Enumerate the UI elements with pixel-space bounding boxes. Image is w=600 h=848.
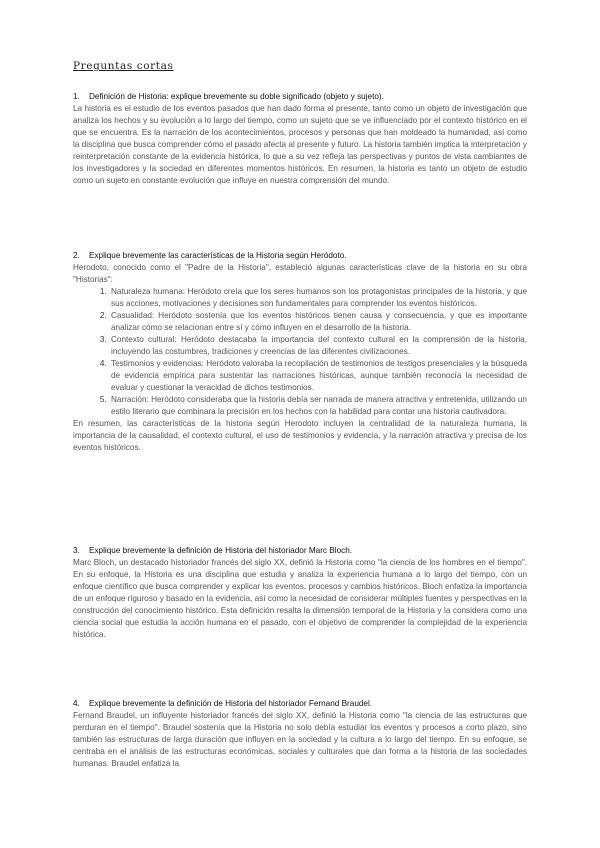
question-answer: Marc Bloch, un destacado historiador francés del siglo XX, definió la Historia como "la ciencia de los hombres en el tiempo". En su enfoque, la Historia es una disciplina que estudia y analiza la experiencia humana a lo largo del tiempo, con un enfoque científico que busca comprender y explicar los eventos, procesos y cambios históricos. Bloch enfatiza la importancia de un enfoque riguroso y basado en la evidencia, así como la necesidad de considerar múltiples fuentes y perspectivas en la construcción del conocimiento histórico. Esta definición resalta la dimensión temporal de la Historia y la considera como una ciencia social que estudia la acción humana en el pasado, con el objetivo de comprender la complejidad de la experiencia histórica. [73,558,527,639]
question-heading: 4. Explique brevemente la definición de Historia del historiador Fernand Braudel. [73,699,373,708]
question-2 [73,250,527,454]
question-heading: 2. Explique brevemente las características de la Historia según Heródoto. [73,251,347,260]
list-item: 4. Testimonios y evidencias: Heródoto valoraba la recopilación de testimonios de testigos presenciales y la búsqueda de evidencia empírica para sustentar las narraciones históricas, aunque también reconocía la necesidad de evaluar y cuestionar la veracidad de dichos testimonios. [109,358,527,394]
question-3 [73,545,527,641]
question-intro: Herodoto, conocido como el "Padre de la Historia", estableció algunas características clave de la historia en su obra "Historias": [73,263,527,284]
list-item: 1. Naturaleza humana: Heródoto creía que los seres humanos son los protagonistas principales de la historia, y que sus acciones, motivaciones y decisiones son fundamentales para comprender los eventos históricos. [109,286,527,310]
list-item: 2. Casualidad: Heródoto sostenía que los eventos históricos tienen causa y consecuencia, y que es importante analizar cómo se relacionan entre sí y cómo influyen en el desarrollo de la historia. [109,310,527,334]
page-title: Preguntas cortas [73,60,174,72]
question-heading: 1. Definición de Historia: explique brevemente su doble significado (objeto y sujeto). [73,92,384,101]
list-item: 3. Contexto cultural: Heródoto destacaba la importancia del contexto cultural en la comprensión de la historia, incluyendo las costumbres, tradiciones y creencias de las diferentes civilizaciones. [109,334,527,358]
question-1 [73,91,527,187]
question-heading: 3. Explique brevemente la definición de Historia del historiador Marc Bloch. [73,546,353,555]
list-item: 5. Narración: Heródoto consideraba que la historia debía ser narrada de manera atractiva y entretenida, utilizando un estilo literario que combinara la precisión en los hechos con la habilidad para contar una historia cautivadora. [109,394,527,418]
question-conclusion: En resumen, las características de la historia según Herodoto incluyen la centralidad de la naturaleza humana, la importancia de la causalidad, el contexto cultural, el uso de testimonios y evidencia, y la narración atractiva y precisa de los eventos históricos. [73,419,527,452]
characteristics-list [73,286,527,418]
question-answer: Fernand Braudel, un influyente historiador francés del siglo XX, definió la Historia como "la ciencia de las estructuras que perduran en el tiempo". Braudel sostenía que la Historia no solo debía estudiar los eventos y procesos a corto plazo, sino también las estructuras de larga duración que influyen en la sociedad y la cultura a lo largo del tiempo. En su enfoque, se centraba en el análisis de las estructuras económicas, sociales y culturales que dan forma a la historia de las sociedades humanas. Braudel enfatiza la [73,711,527,768]
question-4 [73,698,527,770]
question-answer: La historia es el estudio de los eventos pasados que han dado forma al presente, tanto como un objeto de investigación que analiza los hechos y su evolución a lo largo del tiempo, como un sujeto que se ve influenciado por el contexto histórico en el que se encuentra. Es la narración de los acontecimientos, procesos y personas que han moldeado la humanidad, así como la disciplina que busca comprender cómo el pasado afecta al presente y futuro. La historia también implica la interpretación y reinterpretación constante de la evidencia histórica, lo que a su vez refleja las perspectivas y puntos de vista cambiantes de los investigadores y la sociedad en diferentes momentos históricos. En resumen, la historia es tanto un objeto de estudio como un sujeto en constante evolución que influye en nuestra comprensión del mundo. [73,104,527,185]
